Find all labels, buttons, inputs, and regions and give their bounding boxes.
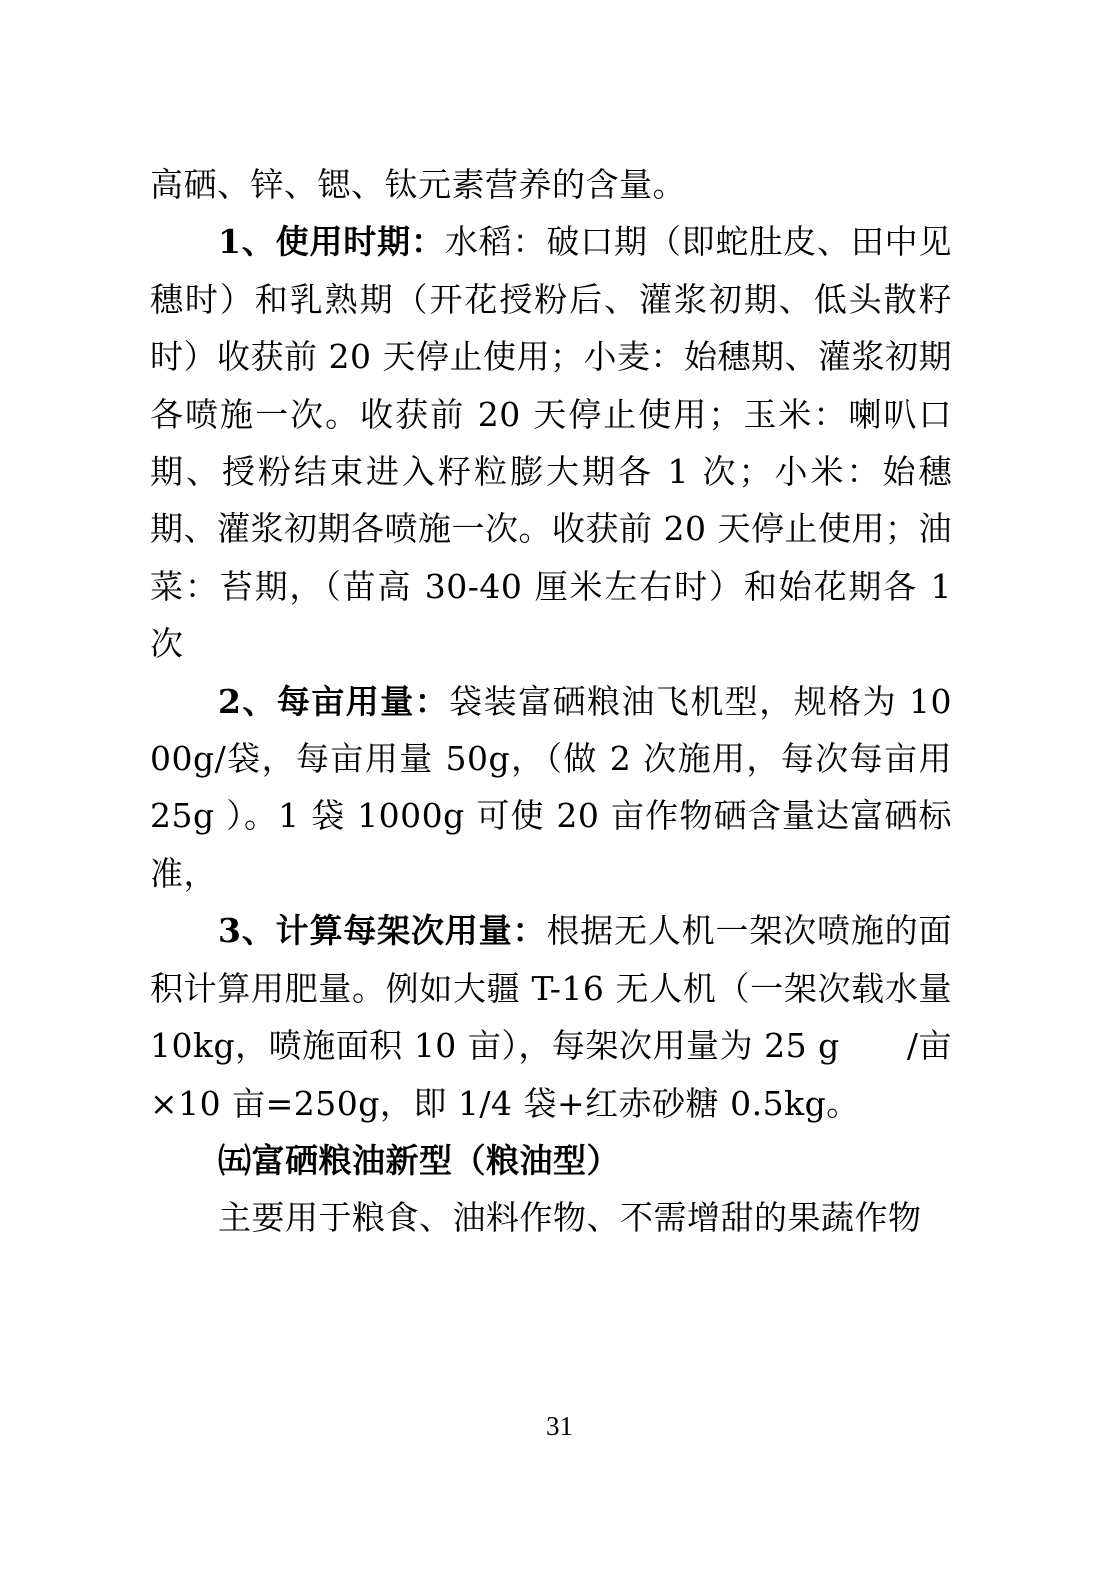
calculation-heading: 3、计算每架次用量： [218,911,547,951]
section-heading-text: ㈤富硒粮油新型（粮油型） [218,1140,620,1180]
dosage-heading: 2、每亩用量： [218,681,450,721]
usage-period-text: 水稻：破口期（即蛇肚皮、田中见穗时）和乳熟期（开花授粉后、灌浆初期、低头散籽时）收获前 20 天停止使用；小麦：始穗期、灌浆初期各喷施一次。收获前 20 天停止使用；玉米：喇叭口期、授粉结束进入籽粒膨大期各 1 次；小米：始穗期、灌浆初期各喷施一次。收获前 20 天停止使用；油菜：苔期，（苗高 30-40 厘米左右时）和始花期各 1 次 [150,222,953,664]
document-page [150,156,952,1247]
section-heading-new-type [150,1132,952,1189]
page-number: 31 [546,1411,573,1441]
paragraph-per-flight-calculation [150,902,952,1132]
paragraph-text: 高硒、锌、锶、钛元素营养的含量。 [150,165,686,204]
calculation-text: 根据无人机一架次喷施的面积计算用肥量。例如大疆 T-16 无人机（一架次载水量 10kg，喷施面积 10 亩），每架次用量为 25 g /亩×10 亩=250g，即 1/4 袋+红赤砂糖 0.5kg。 [150,911,952,1123]
paragraph-usage-period [150,213,952,672]
paragraph-dosage-per-mu [150,673,952,903]
paragraph-main-use [150,1189,952,1246]
usage-period-heading: 1、使用时期： [218,222,445,262]
dosage-text: 袋装富硒粮油飞机型，规格为 1000g/袋，每亩用量 50g，（做 2 次施用，每次每亩用 25g ）。1 袋 1000g 可使 20 亩作物硒含量达富硒标准， [150,681,953,893]
main-use-text: 主要用于粮食、油料作物、不需增甜的果蔬作物 [218,1198,922,1238]
paragraph-intro-continuation [150,156,952,213]
